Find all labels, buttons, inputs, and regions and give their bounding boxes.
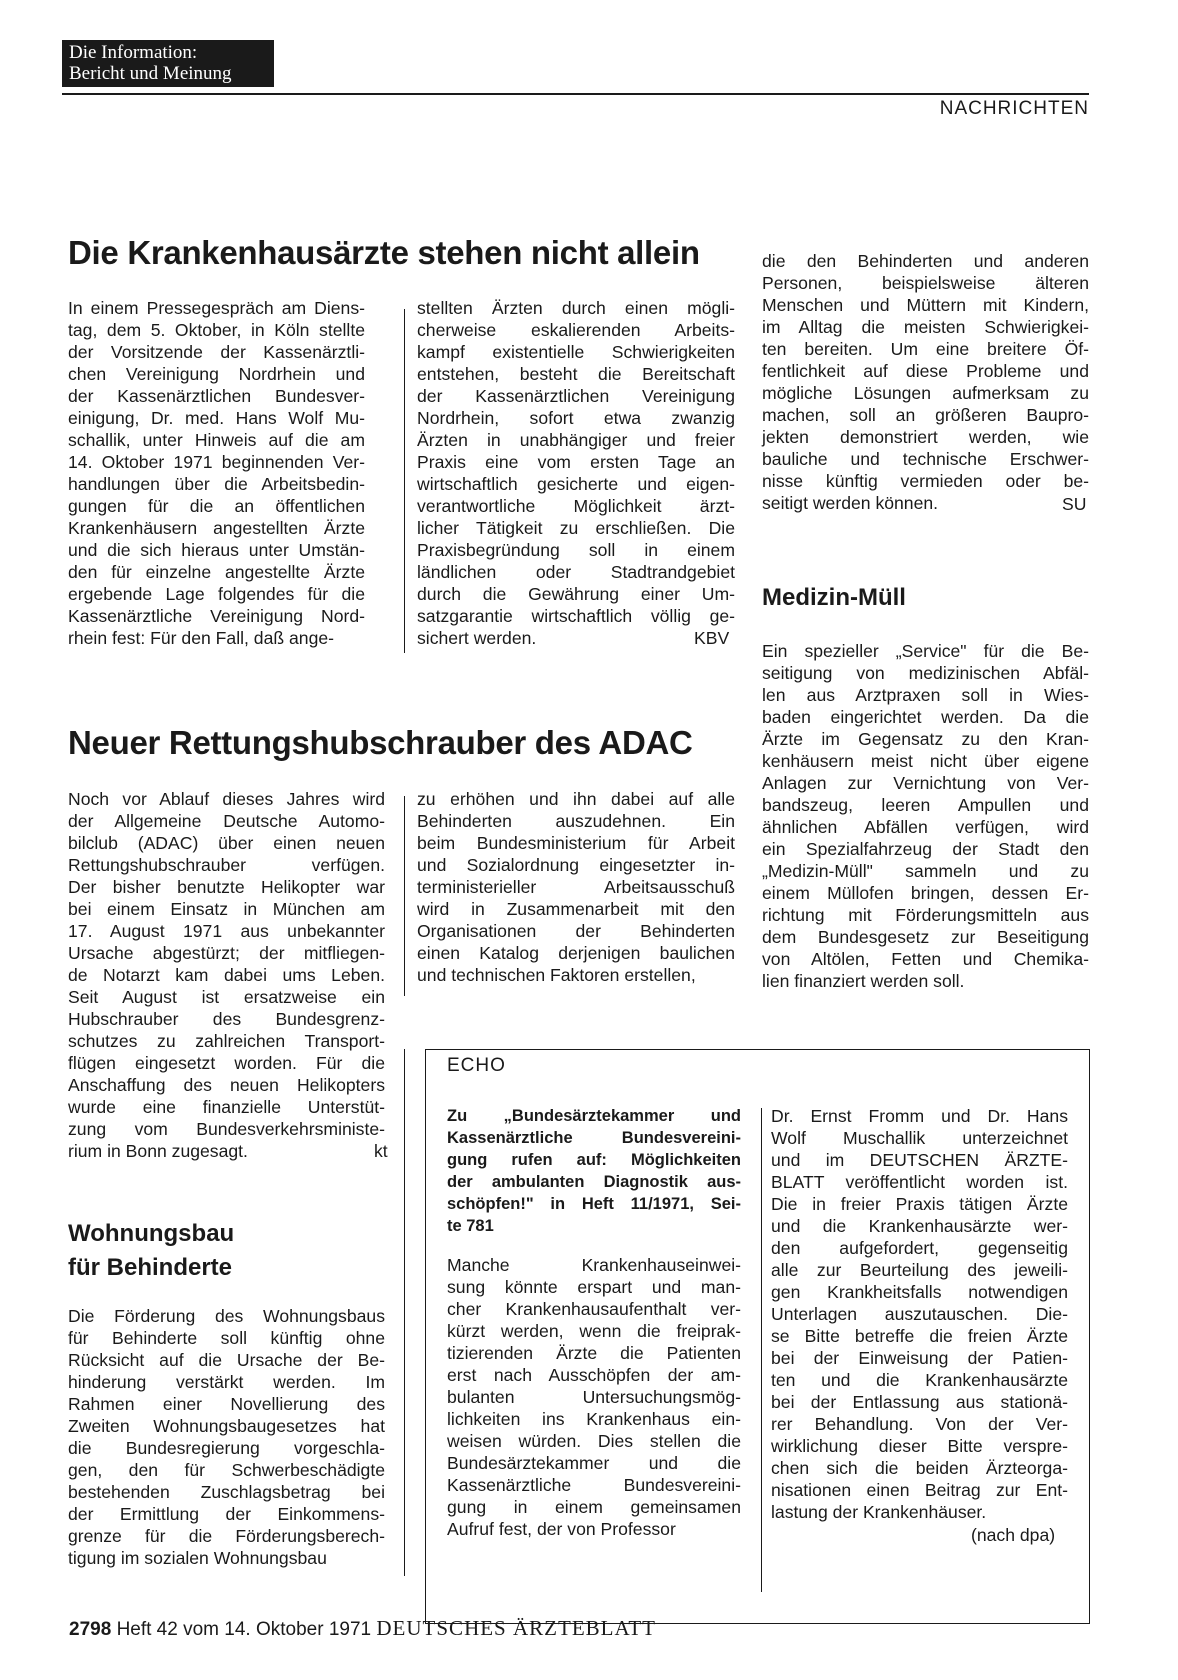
article1-column-1 [68, 297, 365, 649]
echo-source: (nach dpa) [971, 1525, 1056, 1545]
text-line: ten und die Krankenhausärzte [771, 1370, 1068, 1390]
text-line: ten bereiten. Um eine breitere Öf- [762, 339, 1089, 359]
text-line: baden eingerichtet werden. Da die [762, 707, 1089, 727]
section-tag-line1: Die Information: [69, 42, 198, 63]
text-line: tigung im sozialen Wohnungsbau [68, 1548, 327, 1568]
text-line: satzgarantie wirtschaftlich völlig ge- [417, 606, 735, 626]
article2-column-1 [68, 788, 385, 1162]
text-line: schallik, unter Hinweis auf die am [68, 430, 365, 450]
text-line: In einem Pressegespräch am Diens- [68, 298, 365, 318]
text-line: Ärzten in unabhängiger und freier [417, 430, 735, 450]
text-line: entstehen, besteht die Bereitschaft [417, 364, 735, 384]
text-line: cherweise eskalierenden Arbeits- [417, 320, 735, 340]
text-line: und Sozialordnung eingesetzter in- [417, 855, 735, 875]
text-line: bestehenden Zuschlagsbetrag bei [68, 1482, 385, 1502]
article2-column-2-behinderte [417, 788, 735, 986]
text-line: Ärzte im Gegensatz zu den Kran- [762, 729, 1089, 749]
text-line: und im DEUTSCHEN ÄRZTE- [771, 1150, 1068, 1170]
text-line: ländlichen oder Stadtrandgebiet [417, 562, 735, 582]
text-line: Wolf Muschallik unterzeichnet [771, 1128, 1068, 1148]
article1-column-2 [417, 297, 735, 649]
text-line: machen, soll an größeren Baupro- [762, 405, 1089, 425]
text-line: Zweiten Wohnungsbaugesetzes hat [68, 1416, 385, 1436]
text-line: richtung mit Förderungsmitteln aus [762, 905, 1089, 925]
text-line: gen Krankheitsfalls notwendigen [771, 1282, 1068, 1302]
text-line: bei der Einweisung der Patien- [771, 1348, 1068, 1368]
text-line: und technischen Faktoren erstellen, [417, 965, 696, 985]
text-line: nisse künftig vermieden oder be- [762, 471, 1089, 491]
column-divider [404, 309, 405, 653]
echo-headline [447, 1105, 741, 1237]
text-line: Die in freier Praxis tätigen Ärzte [771, 1194, 1068, 1214]
text-line: den aufgefordert, gegenseitig [771, 1238, 1068, 1258]
article2-title: Neuer Rettungshubschrauber des ADAC [68, 724, 693, 761]
text-line: Anlagen zur Vernichtung von Ver- [762, 773, 1089, 793]
wohnungsbau-title-line2: für Behinderte [68, 1254, 233, 1281]
text-line: flügen eingesetzt worden. Für die [68, 1053, 385, 1073]
text-line: sichert werden. [417, 628, 537, 648]
text-line: Organisationen der Behinderten [417, 921, 735, 941]
text-line: de Notarzt kam dabei ums Leben. [68, 965, 385, 985]
text-line: alle zur Beurteilung des jeweili- [771, 1260, 1068, 1280]
text-line: ähnlichen Abfällen verfügen, wird [762, 817, 1089, 837]
text-line: kampf existentielle Schwierigkeiten [417, 342, 735, 362]
text-line: dem Bundesgesetz zur Beseitigung [762, 927, 1089, 947]
text-line: Ein spezieller „Service" für die Be- [762, 641, 1089, 661]
text-line: einigung, Dr. med. Hans Wolf Mu- [68, 408, 365, 428]
header-rule [62, 93, 1089, 95]
text-line: Kassenärztliche Bundesvereini- [447, 1475, 741, 1495]
text-line: Der bisher benutzte Helikopter war [68, 877, 385, 897]
text-line: seitigung von medizinischen Abfäl- [762, 663, 1089, 683]
page-number: 2798 [69, 1619, 112, 1640]
text-line: die Bundesregierung vorgeschla- [68, 1438, 385, 1458]
article1-signature: KBV [694, 628, 730, 648]
text-line: licher Tätigkeit zu erschließen. Die [417, 518, 735, 538]
text-line: terministerieller Arbeitsausschuß [417, 877, 735, 897]
article-behinderte-continued [762, 250, 1089, 514]
text-line: tag, dem 5. Oktober, in Köln stellte [68, 320, 365, 340]
text-line: zung vom Bundesverkehrsministe- [68, 1119, 385, 1139]
text-line: Anschaffung des neuen Helikopters [68, 1075, 385, 1095]
text-line: bandszeug, leeren Ampullen und [762, 795, 1089, 815]
article2-signature: kt [374, 1141, 388, 1161]
text-line: Rettungshubschrauber verfügen. [68, 855, 385, 875]
text-line: lastung der Krankenhäuser. [771, 1502, 987, 1522]
section-label: NACHRICHTEN [939, 98, 1089, 119]
text-line: Behinderten auszudehnen. Ein [417, 811, 735, 831]
text-line: lichkeiten ins Krankenhaus ein- [447, 1409, 741, 1429]
text-line: und die sich hieraus unter Umstän- [68, 540, 365, 560]
text-line: von Altölen, Fetten und Chemika- [762, 949, 1089, 969]
text-line: Menschen und Müttern mit Kindern, [762, 295, 1089, 315]
text-line: bilclub (ADAC) über einen neuen [68, 833, 385, 853]
text-line: grenze für die Förderungsberech- [68, 1526, 385, 1546]
text-line: Zu „Bundesärztekammer und [447, 1107, 741, 1125]
text-line: Hubschrauber des Bundesgrenz- [68, 1009, 385, 1029]
text-line: Personen, beispielsweise älteren [762, 273, 1089, 293]
text-line: Noch vor Ablauf dieses Jahres wird [68, 789, 385, 809]
section-tag [62, 40, 274, 87]
column-divider [404, 796, 405, 996]
text-line: Aufruf fest, der von Professor [447, 1519, 676, 1539]
text-line: sung könnte erspart und man- [447, 1277, 741, 1297]
text-line: der Kassenärztlichen Vereinigung [417, 386, 735, 406]
text-line: rium in Bonn zugesagt. [68, 1141, 248, 1161]
wohnungsbau-column [68, 1305, 385, 1569]
text-line: durch die Gewährung einer Um- [417, 584, 735, 604]
text-line: Die Förderung des Wohnungsbaus [68, 1306, 385, 1326]
text-line: wirklichung dieser Bitte verspre- [771, 1436, 1068, 1456]
text-line: te 781 [447, 1217, 494, 1235]
text-line: im Alltag die meisten Schwierigkei- [762, 317, 1089, 337]
text-line: 17. August 1971 aus unbekannter [68, 921, 385, 941]
text-line: Rahmen einer Novellierung des [68, 1394, 385, 1414]
text-line: ein Spezialfahrzeug der Stadt den [762, 839, 1089, 859]
text-line: Kassenärztliche Vereinigung Nord- [68, 606, 365, 626]
text-line: Praxisbegründung soll in einem [417, 540, 735, 560]
text-line: „Medizin-Müll" sammeln und zu [762, 861, 1089, 881]
magazine-name: DEUTSCHES ÄRZTEBLATT [376, 1616, 656, 1640]
column-divider [761, 1108, 762, 1592]
text-line: Seit August ist ersatzweise ein [68, 987, 385, 1007]
text-line: seitigt werden können. [762, 493, 939, 513]
text-line: Kassenärztliche Bundesvereini- [447, 1129, 741, 1147]
text-line: wird in Zusammenarbeit mit den [417, 899, 735, 919]
text-line: 14. Oktober 1971 beginnenden Ver- [68, 452, 365, 472]
text-line: Unterlagen auszutauschen. Die- [771, 1304, 1068, 1324]
wohnungsbau-title [68, 1217, 234, 1285]
text-line: der Ermittlung der Einkommens- [68, 1504, 385, 1524]
text-line: Praxis eine vom ersten Tage an [417, 452, 735, 472]
text-line: zu erhöhen und ihn dabei auf alle [417, 789, 735, 809]
echo-label: ECHO [447, 1055, 506, 1076]
wohnungsbau-title-line1: Wohnungsbau [68, 1220, 235, 1247]
text-line: se Bitte betreffe die freien Ärzte [771, 1326, 1068, 1346]
text-line: jekten demonstriert werden, wie [762, 427, 1089, 447]
text-line: nisationen einen Beitrag zur Ent- [771, 1480, 1068, 1500]
echo-column-2 [771, 1105, 1068, 1523]
text-line: BLATT veröffentlicht worden ist. [771, 1172, 1068, 1192]
text-line: der Kassenärztlichen Bundesver- [68, 386, 365, 406]
text-line: Bundesärztekammer und die [447, 1453, 741, 1473]
text-line: wirtschaftlich gesicherte und eigen- [417, 474, 735, 494]
text-line: Manche Krankenhauseinwei- [447, 1255, 741, 1275]
page-footer [69, 1616, 656, 1641]
text-line: gen, den für Schwerbeschädigte [68, 1460, 385, 1480]
text-line: wurde eine finanzielle Unterstüt- [68, 1097, 385, 1117]
text-line: stellten Ärzten durch einen mögli- [417, 298, 735, 318]
text-line: bauliche und technische Erschwer- [762, 449, 1089, 469]
text-line: gung in einem gemeinsamen [447, 1497, 741, 1517]
text-line: cher Krankenhausaufenthalt ver- [447, 1299, 741, 1319]
article-behinderte-signature: SU [1062, 494, 1087, 514]
section-tag-line2: Bericht und Meinung [69, 63, 232, 84]
text-line: rer Behandlung. Von der Ver- [771, 1414, 1068, 1434]
medizin-title: Medizin-Müll [762, 584, 906, 611]
text-line: einem Müllofen bringen, dessen Er- [762, 883, 1089, 903]
text-line: kenhäusern meist nicht über eigene [762, 751, 1089, 771]
text-line: len aus Arztpraxen soll in Wies- [762, 685, 1089, 705]
text-line: und die Krankenhausärzte wer- [771, 1216, 1068, 1236]
text-line: lien finanziert werden soll. [762, 971, 965, 991]
text-line: rhein fest: Für den Fall, daß ange- [68, 628, 334, 648]
article1-title: Die Krankenhausärzte stehen nicht allein [68, 234, 700, 271]
text-line: schutzes zu zahlreichen Transport- [68, 1031, 385, 1051]
text-line: Ursache abgestürzt; der mitfliegen- [68, 943, 385, 963]
text-line: bei einem Einsatz in München am [68, 899, 385, 919]
text-line: der Allgemeine Deutsche Automo- [68, 811, 385, 831]
text-line: weisen würden. Dies stellen die [447, 1431, 741, 1451]
text-line: Krankenhäusern angestellten Ärzte [68, 518, 365, 538]
text-line: Nordrhein, sofort etwa zwanzig [417, 408, 735, 428]
text-line: für Behinderte soll künftig ohne [68, 1328, 385, 1348]
text-line: einen Katalog derjenigen baulichen [417, 943, 735, 963]
issue-info: Heft 42 vom 14. Oktober 1971 [116, 1619, 372, 1640]
text-line: Dr. Ernst Fromm und Dr. Hans [771, 1106, 1068, 1126]
medizin-column [762, 640, 1089, 992]
text-line: ergebende Lage folgendes für die [68, 584, 365, 604]
text-line: beim Bundesministerium für Arbeit [417, 833, 735, 853]
text-line: bulanten Untersuchungsmög- [447, 1387, 741, 1407]
text-line: der ambulanten Diagnostik aus- [447, 1173, 741, 1191]
column-divider [404, 1049, 405, 1576]
text-line: verantwortliche Möglichkeit ärzt- [417, 496, 735, 516]
text-line: bei der Entlassung aus stationä- [771, 1392, 1068, 1412]
text-line: chen sich die beiden Ärzteorga- [771, 1458, 1068, 1478]
text-line: schöpfen!" in Heft 11/1971, Sei- [447, 1195, 741, 1213]
text-line: tizierenden Ärzte die Patienten [447, 1343, 741, 1363]
text-line: den für einzelne angestellte Ärzte [68, 562, 365, 582]
text-line: gungen für die an öffentlichen [68, 496, 365, 516]
text-line: chen Vereinigung Nordrhein und [68, 364, 365, 384]
text-line: fentlichkeit auf diese Probleme und [762, 361, 1089, 381]
text-line: handlungen über die Arbeitsbedin- [68, 474, 365, 494]
echo-column-1 [447, 1254, 741, 1540]
text-line: die den Behinderten und anderen [762, 251, 1089, 271]
text-line: der Vorsitzende der Kassenärztli- [68, 342, 365, 362]
text-line: mögliche Lösungen aufmerksam zu [762, 383, 1089, 403]
text-line: kürzt werden, wenn die freiprak- [447, 1321, 741, 1341]
text-line: hinderung verstärkt werden. Im [68, 1372, 385, 1392]
text-line: Rücksicht auf die Ursache der Be- [68, 1350, 385, 1370]
text-line: erst nach Ausschöpfen der am- [447, 1365, 741, 1385]
text-line: gung rufen auf: Möglichkeiten [447, 1151, 741, 1169]
